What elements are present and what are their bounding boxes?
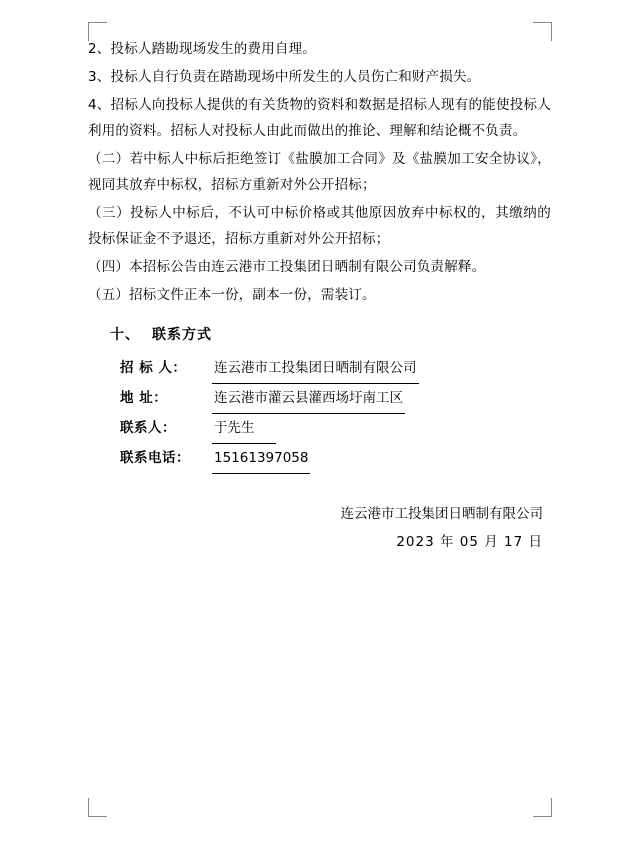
contact-row — [120, 384, 551, 414]
signature-date: 2023 年 05 月 17 日 — [396, 534, 543, 550]
document-content — [88, 36, 551, 556]
contact-value: 连云港市灌云县灌西场圩南工区 — [212, 384, 405, 414]
contact-label: 联系人： — [120, 420, 176, 436]
section-heading — [88, 320, 551, 350]
paragraph: （四）本招标公告由连云港市工投集团日晒制有限公司负责解释。 — [88, 259, 486, 275]
contact-value: 连云港市工投集团日晒制有限公司 — [212, 354, 419, 384]
signature-block — [88, 500, 551, 556]
contact-row — [120, 414, 551, 444]
section-number: 十、 — [110, 327, 140, 343]
section-title-text: 联系方式 — [152, 327, 212, 343]
signature-company: 连云港市工投集团日晒制有限公司 — [340, 506, 543, 522]
contact-value: 15161397058 — [212, 444, 310, 474]
contact-row — [120, 444, 551, 474]
contact-block — [88, 354, 551, 474]
paragraph: （二）若中标人中标后拒绝签订《盐膜加工合同》及《盐膜加工安全协议》，视同其放弃中标权，招标方重新对外公开招标； — [88, 151, 551, 193]
paragraph: 2、投标人踏勘现场发生的费用自理。 — [88, 41, 316, 57]
contact-value: 于先生 — [212, 414, 276, 444]
paragraph: （五）招标文件正本一份，副本一份，需装订。 — [88, 287, 376, 303]
contact-label: 地 址： — [120, 390, 168, 406]
contact-label: 招 标 人： — [120, 360, 187, 376]
crop-mark-bottom-left — [88, 798, 107, 817]
paragraph: 4、招标人向投标人提供的有关货物的资料和数据是招标人现有的能使投标人利用的资料。招标人对投标人由此而做出的推论、理解和结论概不负责。 — [88, 97, 551, 139]
contact-row — [120, 354, 551, 384]
paragraph: 3、投标人自行负责在踏勘现场中所发生的人员伤亡和财产损失。 — [88, 69, 481, 85]
contact-label: 联系电话： — [120, 450, 190, 466]
paragraph: （三）投标人中标后，不认可中标价格或其他原因放弃中标权的，其缴纳的投标保证金不予退还，招标方重新对外公开招标； — [88, 205, 551, 247]
crop-mark-bottom-right — [533, 798, 552, 817]
